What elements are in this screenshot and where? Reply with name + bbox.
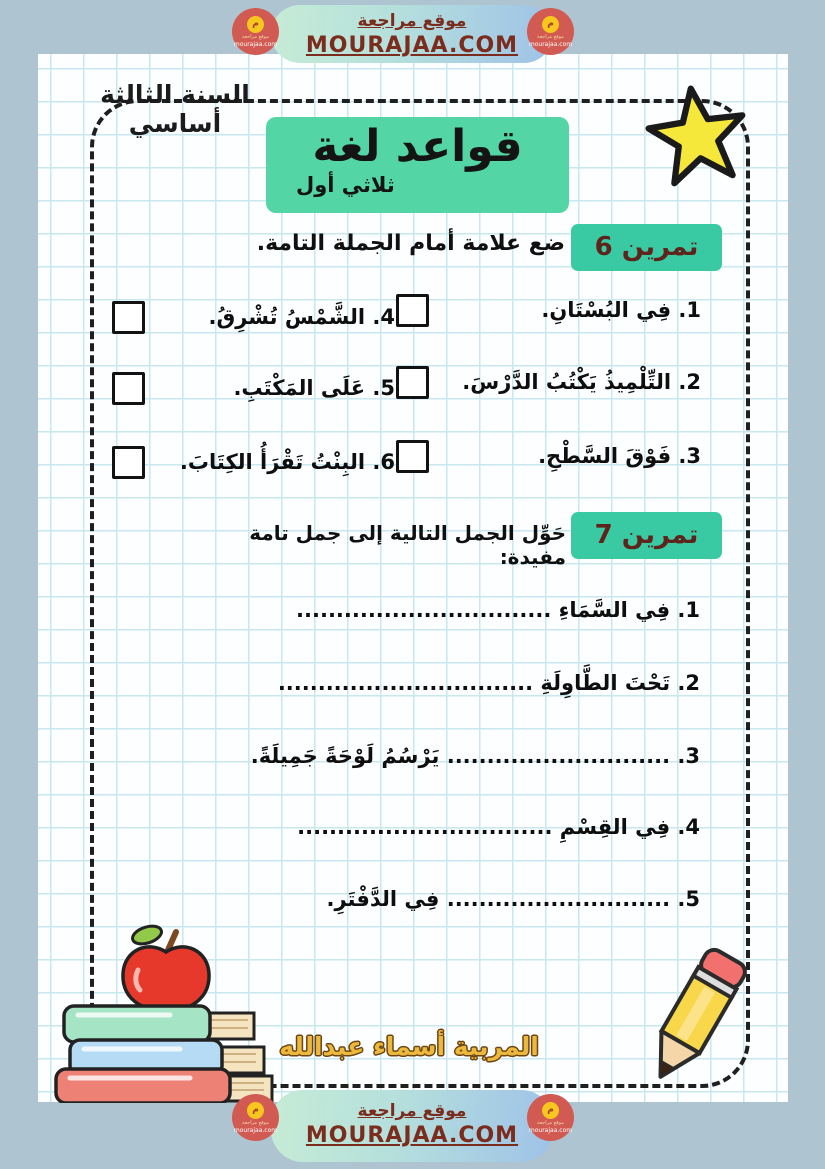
exercise6-item-2 [396,360,701,404]
footer-banner [271,1090,553,1162]
exercise7-blank-line-1[interactable]: 1. فِي السَّمَاءِ ................................ [296,598,700,622]
site-url-link[interactable]: MOURAJAA.COM [305,1123,519,1148]
exercise7-instruction: حَوِّل الجمل التالية إلى جمل تامة مفيدة: [249,521,566,569]
badge-site-name: موقع مراجعة [242,1119,269,1126]
worksheet-subtitle: ثلاثي أول [296,173,395,197]
checkbox-item-5[interactable] [112,372,145,405]
badge-site-url: mourajaa.com [233,40,278,48]
exercise6-item-6 [112,440,395,484]
badge-site-url: mourajaa.com [233,1126,278,1134]
exercise6-item-4-text: 4. الشَّمْسُ تُشْرِقُ. [208,305,395,329]
exercise6-item-4 [112,295,395,339]
books-apple-illustration [50,918,280,1103]
checkbox-item-2[interactable] [396,366,429,399]
badge-site-name: موقع مراجعة [242,33,269,40]
exercise6-item-5-text: 5. عَلَى المَكْتَبِ. [233,376,395,400]
site-logo-badge [232,1094,279,1141]
site-logo-badge [232,8,279,55]
badge-site-url: mourajaa.com [528,1126,573,1134]
exercise6-item-5 [112,366,395,410]
badge-logo-icon: م [247,1102,264,1119]
checkbox-item-4[interactable] [112,301,145,334]
exercise6-item-1 [396,288,701,332]
exercise6-label: تمرين 6 [571,224,722,271]
worksheet-title: قواعد لغة [312,121,523,172]
exercise6-item-2-text: 2. التِّلْمِيذُ يَكْتُبُ الدَّرْسَ. [462,370,701,394]
site-url-link[interactable]: MOURAJAA.COM [305,33,519,58]
red-book [56,1069,230,1103]
site-logo-badge [527,8,574,55]
badge-site-name: موقع مراجعة [537,1119,564,1126]
green-book [64,1006,210,1042]
badge-site-url: mourajaa.com [528,40,573,48]
star-icon [638,77,757,196]
exercise7-blank-line-5[interactable]: 5. ............................ فِي الدَّفْتَرِ. [326,887,700,911]
teacher-signature: المربية أسماء عبدالله [279,1032,539,1061]
site-logo-badge [527,1094,574,1141]
worksheet-title-box [266,117,569,213]
exercise6-item-3 [396,434,701,478]
exercise7-blank-line-2[interactable]: 2. تَحْتَ الطَّاوِلَةِ ................................ [277,671,700,695]
exercise6-item-1-text: 1. فِي البُسْتَانِ. [541,298,701,322]
grade-label: السنة الثالثة أساسي [100,80,250,138]
badge-logo-icon: م [542,16,559,33]
site-name-text: موقع مراجعة [357,1101,467,1121]
pencil-icon [630,942,760,1092]
site-name-text: موقع مراجعة [357,11,467,31]
exercise7-blank-line-3[interactable]: 3. ............................ يَرْسُمُ لَوْحَةً جَمِيلَةً. [250,744,700,768]
checkbox-item-1[interactable] [396,294,429,327]
exercise6-item-3-text: 3. فَوْقَ السَّطْحِ. [538,444,701,468]
exercise7-label: تمرين 7 [571,512,722,559]
checkbox-item-3[interactable] [396,440,429,473]
header-banner [271,5,553,63]
badge-site-name: موقع مراجعة [537,33,564,40]
exercise6-instruction: ضع علامة أمام الجملة التامة. [256,231,565,256]
exercise6-item-6-text: 6. البِنْتُ تَقْرَأُ الكِتَابَ. [179,450,395,474]
checkbox-item-6[interactable] [112,446,145,479]
apple-leaf [130,923,163,947]
exercise7-blank-line-4[interactable]: 4. فِي القِسْمِ ................................ [297,815,700,839]
badge-logo-icon: م [247,16,264,33]
badge-logo-icon: م [542,1102,559,1119]
